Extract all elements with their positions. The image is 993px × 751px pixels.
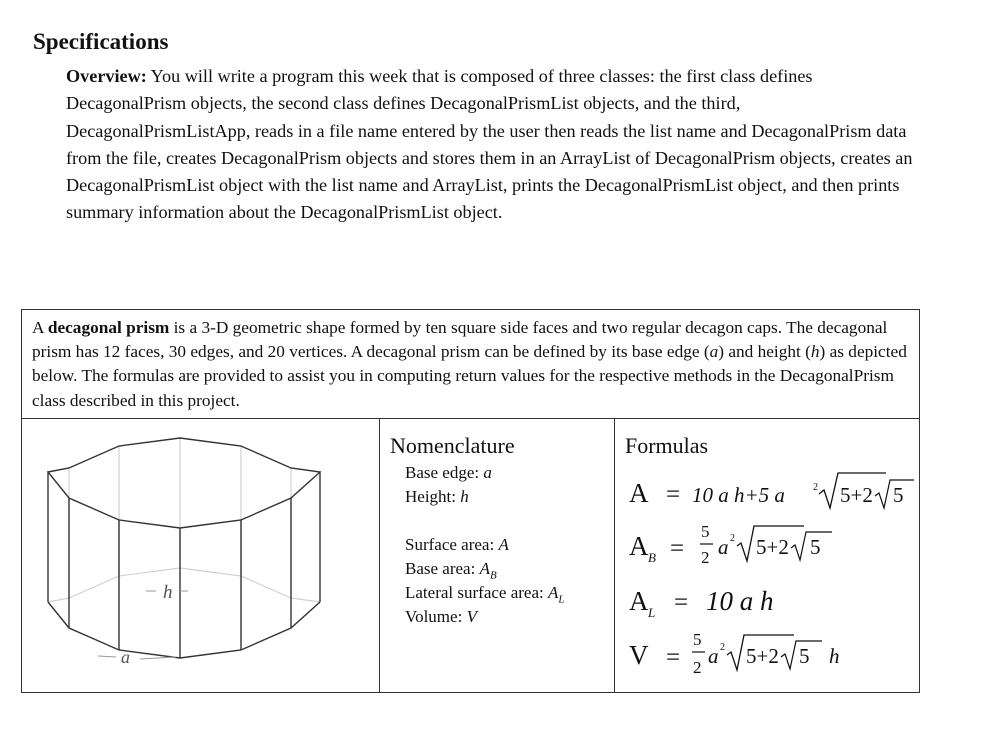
svg-text:2: 2 (720, 642, 725, 653)
svg-text:2: 2 (813, 482, 818, 493)
nom-surface-area: Surface area: A (405, 535, 509, 554)
nom-base-edge: Base edge: a (405, 463, 492, 482)
nomenclature-title: Nomenclature (390, 433, 515, 458)
section-heading: Specifications (33, 29, 169, 54)
svg-text:a: a (708, 644, 719, 668)
overview-label: Overview: (66, 66, 147, 86)
svg-text:=: = (674, 589, 689, 616)
base-area-formula (629, 522, 832, 567)
svg-text:A: A (629, 478, 649, 508)
svg-text:A: A (629, 586, 649, 616)
svg-text:5+2: 5+2 (756, 535, 789, 559)
svg-text:a: a (718, 535, 729, 559)
svg-text:V: V (629, 640, 649, 670)
svg-text:5: 5 (799, 644, 810, 668)
lateral-area-formula (629, 586, 774, 620)
svg-text:5: 5 (693, 630, 702, 649)
formulas-title: Formulas (625, 433, 709, 458)
nom-height: Height: h (405, 487, 469, 506)
edge-tick-left (98, 656, 116, 657)
nom-lateral-area: Lateral surface area: $A_L$ (405, 583, 565, 606)
decagonal-prism-figure (28, 428, 358, 678)
svg-text:10 a h+5 a: 10 a h+5 a (692, 483, 785, 507)
formulas-block (624, 468, 916, 690)
volume-formula (629, 630, 840, 677)
overview-paragraph (66, 63, 916, 227)
svg-text:2: 2 (730, 533, 735, 544)
svg-text:2: 2 (701, 548, 710, 567)
surface-area-formula (629, 473, 914, 508)
svg-text:L: L (648, 605, 656, 620)
intro-part1: is a 3-D geometric shape formed by ten square side faces and two regular decagon caps. The decagonal prism has 12 faces, 30 edges, and 20 vertices. A decagonal prism can be defined by its base edge ( (32, 318, 888, 362)
svg-text:5: 5 (893, 483, 904, 507)
edge-tick-right (140, 657, 176, 659)
svg-text:=: = (670, 535, 685, 562)
intro-paragraph (32, 316, 912, 413)
overview-text: You will write a program this week that is composed of three classes: the first class defines DecagonalPrism objects, the second class defines DecagonalPrismList objects, and the third, DecagonalPrismListApp, reads in a file name entered by the user then reads the list name and DecagonalPrism data from the file, creates DecagonalPrism objects and stores them in an ArrayList of DecagonalPrism objects, creates an DecagonalPrismList object with the list name and ArrayList, prints the DecagonalPrismList object, and then prints summary information about the DecagonalPrismList object. (66, 66, 913, 223)
svg-text:A: A (629, 531, 649, 561)
top-decagon-cap (48, 438, 320, 528)
svg-text:h: h (829, 644, 840, 668)
svg-text:5+2: 5+2 (746, 644, 779, 668)
svg-text:=: = (666, 644, 681, 671)
svg-text:=: = (666, 481, 681, 508)
svg-text:10 a h: 10 a h (706, 586, 774, 616)
intro-a: a (709, 342, 719, 362)
intro-part2: ) and height ( (718, 342, 811, 362)
svg-text:B: B (648, 550, 656, 565)
intro-lead: A (32, 318, 48, 337)
edge-label: a (121, 647, 130, 667)
height-label: h (163, 582, 173, 603)
svg-text:5: 5 (810, 535, 821, 559)
nom-base-area: Base area: $A_B$ (405, 559, 497, 582)
intro-part3: ) as depicted below. The formulas are provided to assist you in computing return values for the respective methods in the DecagonalPrism class described in this project. (32, 342, 907, 410)
svg-text:5+2: 5+2 (840, 483, 873, 507)
intro-term: decagonal prism (47, 318, 170, 337)
column-divider-1 (379, 418, 380, 692)
table-divider (22, 418, 919, 419)
column-divider-2 (614, 418, 615, 692)
nom-volume: Volume: V (405, 607, 477, 626)
visible-edges (48, 472, 320, 658)
svg-text:5: 5 (701, 522, 710, 541)
intro-h: h (810, 342, 820, 362)
svg-text:2: 2 (693, 658, 702, 677)
